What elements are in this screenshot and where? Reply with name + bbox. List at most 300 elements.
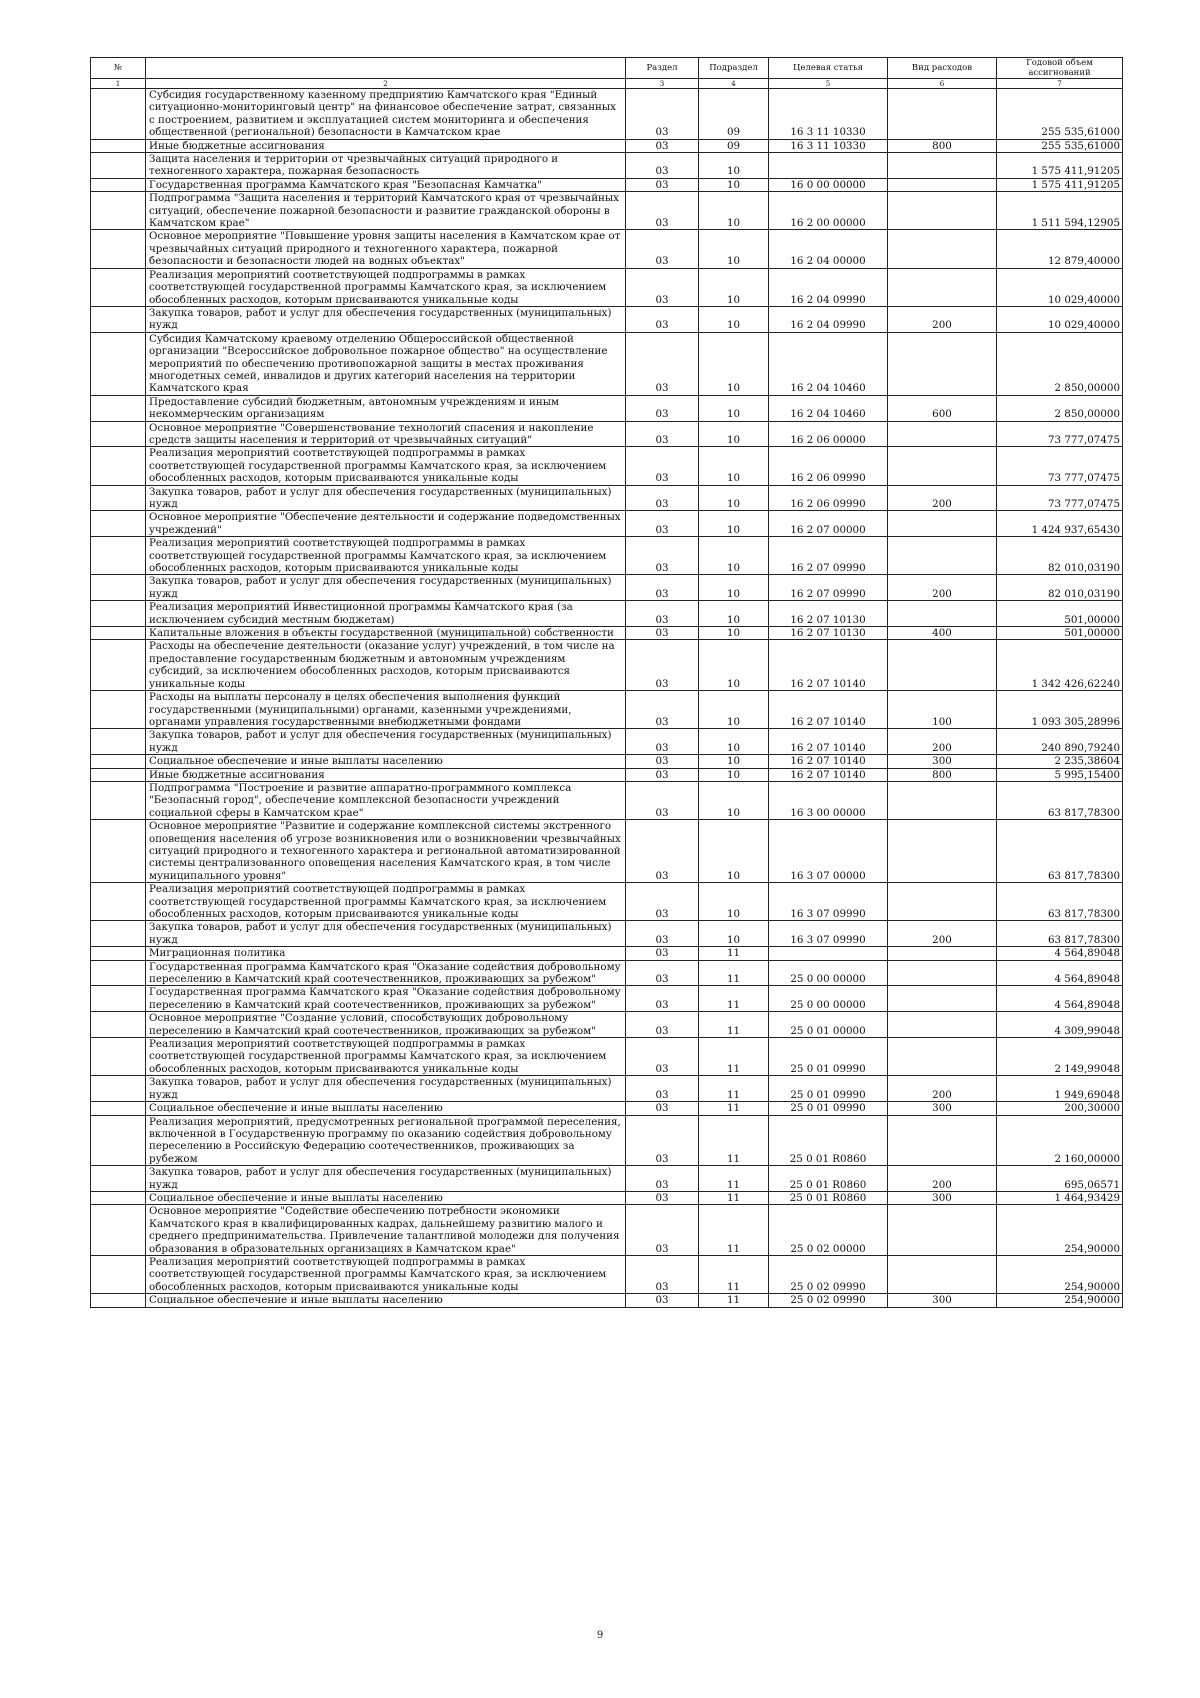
row-vr-cell: 100 xyxy=(888,691,997,729)
row-podrazdel-cell: 10 xyxy=(699,729,769,755)
row-vr-cell xyxy=(888,89,997,140)
row-cs-cell: 16 2 06 00000 xyxy=(769,421,888,447)
row-podrazdel-cell: 10 xyxy=(699,268,769,306)
row-cs-cell: 25 0 00 00000 xyxy=(769,986,888,1012)
row-name-cell: Социальное обеспечение и иные выплаты населению xyxy=(146,1102,626,1115)
row-sum-cell: 254,90000 xyxy=(997,1255,1123,1293)
row-vr-cell xyxy=(888,421,997,447)
row-podrazdel-cell: 10 xyxy=(699,755,769,768)
row-name-cell: Основное мероприятие "Обеспечение деятельности и содержание подведомственных учреждений" xyxy=(146,511,626,537)
header-celevaya: Целевая статья xyxy=(769,58,888,79)
row-podrazdel-cell: 10 xyxy=(699,691,769,729)
row-num-cell xyxy=(91,89,146,140)
row-vr-cell xyxy=(888,1205,997,1256)
row-podrazdel-cell: 10 xyxy=(699,421,769,447)
row-podrazdel-cell: 11 xyxy=(699,986,769,1012)
row-cs-cell: 25 0 02 09990 xyxy=(769,1294,888,1307)
row-num-cell xyxy=(91,820,146,883)
row-name-cell: Социальное обеспечение и иные выплаты населению xyxy=(146,1294,626,1307)
row-podrazdel-cell: 10 xyxy=(699,230,769,268)
row-sum-cell: 1 575 411,91205 xyxy=(997,153,1123,179)
row-num-cell xyxy=(91,421,146,447)
page-number: 9 xyxy=(596,1630,604,1641)
row-podrazdel-cell: 10 xyxy=(699,178,769,191)
row-name-cell: Реализация мероприятий, предусмотренных региональной программой переселения, включенной в Государственную программу по оказанию содействия добровольному переселению в Российскую Федерацию соотечественников, проживающих за рубежом xyxy=(146,1115,626,1166)
row-sum-cell: 254,90000 xyxy=(997,1205,1123,1256)
row-num-cell xyxy=(91,1076,146,1102)
row-name-cell: Подпрограмма "Построение и развитие аппаратно-программного комплекса "Безопасный город", обеспечение комплексной безопасности учреждений социальной сферы в Камчатском крае" xyxy=(146,781,626,819)
row-name-cell: Предоставление субсидий бюджетным, автономным учреждениям и иным некоммерческим организациям xyxy=(146,395,626,421)
row-cs-cell: 16 2 07 10140 xyxy=(769,640,888,691)
row-sum-cell: 5 995,15400 xyxy=(997,768,1123,781)
row-num-cell xyxy=(91,755,146,768)
row-name-cell: Реализация мероприятий соответствующей подпрограммы в рамках соответствующей государственной программы Камчатского края, за исключением обособленных расходов, которым присваиваются уникальные коды xyxy=(146,1038,626,1076)
table-row xyxy=(91,729,1123,755)
table-row xyxy=(91,1294,1123,1307)
row-razdel-cell: 03 xyxy=(626,139,699,152)
row-podrazdel-cell: 11 xyxy=(699,1191,769,1204)
row-razdel-cell: 03 xyxy=(626,729,699,755)
table-row xyxy=(91,178,1123,191)
row-razdel-cell: 03 xyxy=(626,755,699,768)
row-razdel-cell: 03 xyxy=(626,575,699,601)
row-razdel-cell: 03 xyxy=(626,921,699,947)
row-razdel-cell: 03 xyxy=(626,153,699,179)
row-cs-cell: 16 2 04 09990 xyxy=(769,268,888,306)
row-num-cell xyxy=(91,1166,146,1192)
row-name-cell: Закупка товаров, работ и услуг для обеспечения государственных (муниципальных) нужд xyxy=(146,729,626,755)
row-cs-cell: 25 0 01 R0860 xyxy=(769,1115,888,1166)
table-row xyxy=(91,421,1123,447)
row-num-cell xyxy=(91,1012,146,1038)
row-num-cell xyxy=(91,960,146,986)
row-razdel-cell: 03 xyxy=(626,1115,699,1166)
table-row xyxy=(91,192,1123,230)
row-num-cell xyxy=(91,332,146,395)
table-header xyxy=(91,58,1123,89)
row-sum-cell: 4 564,89048 xyxy=(997,960,1123,986)
row-podrazdel-cell: 10 xyxy=(699,640,769,691)
row-vr-cell: 200 xyxy=(888,1166,997,1192)
row-razdel-cell: 03 xyxy=(626,781,699,819)
row-cs-cell: 25 0 00 00000 xyxy=(769,960,888,986)
table-row xyxy=(91,395,1123,421)
row-name-cell: Закупка товаров, работ и услуг для обеспечения государственных (муниципальных) нужд xyxy=(146,485,626,511)
row-razdel-cell: 03 xyxy=(626,947,699,960)
row-sum-cell: 82 010,03190 xyxy=(997,575,1123,601)
table-row xyxy=(91,986,1123,1012)
row-vr-cell xyxy=(888,178,997,191)
row-sum-cell: 12 879,40000 xyxy=(997,230,1123,268)
row-cs-cell: 16 0 00 00000 xyxy=(769,178,888,191)
table-row xyxy=(91,332,1123,395)
table-row xyxy=(91,1102,1123,1115)
table-row xyxy=(91,575,1123,601)
table-row xyxy=(91,601,1123,627)
row-vr-cell: 300 xyxy=(888,1191,997,1204)
row-sum-cell: 2 160,00000 xyxy=(997,1115,1123,1166)
row-num-cell xyxy=(91,192,146,230)
row-num-cell xyxy=(91,1102,146,1115)
row-podrazdel-cell: 10 xyxy=(699,511,769,537)
row-name-cell: Расходы на обеспечение деятельности (оказание услуг) учреждений, в том числе на предоставление государственным бюджетным и автономным учреждениям субсидий, за исключением обособленных расходов, которым присваиваются уникальные коды xyxy=(146,640,626,691)
table-row xyxy=(91,1012,1123,1038)
row-name-cell: Капитальные вложения в объекты государственной (муниципальной) собственности xyxy=(146,627,626,640)
row-razdel-cell: 03 xyxy=(626,883,699,921)
row-vr-cell xyxy=(888,511,997,537)
header-vid: Вид расходов xyxy=(888,58,997,79)
row-sum-cell: 10 029,40000 xyxy=(997,268,1123,306)
row-cs-cell: 16 2 04 10460 xyxy=(769,332,888,395)
row-name-cell: Миграционная политика xyxy=(146,947,626,960)
row-podrazdel-cell: 10 xyxy=(699,153,769,179)
row-name-cell: Социальное обеспечение и иные выплаты населению xyxy=(146,755,626,768)
row-num-cell xyxy=(91,306,146,332)
row-razdel-cell: 03 xyxy=(626,511,699,537)
table-row xyxy=(91,768,1123,781)
row-sum-cell: 2 850,00000 xyxy=(997,395,1123,421)
header-name xyxy=(146,58,626,79)
row-cs-cell: 16 2 07 09990 xyxy=(769,537,888,575)
row-cs-cell: 16 3 07 09990 xyxy=(769,921,888,947)
row-sum-cell: 1 575 411,91205 xyxy=(997,178,1123,191)
budget-table xyxy=(90,57,1123,1308)
row-cs-cell: 25 0 02 09990 xyxy=(769,1255,888,1293)
row-razdel-cell: 03 xyxy=(626,768,699,781)
row-cs-cell: 16 3 07 00000 xyxy=(769,820,888,883)
row-podrazdel-cell: 11 xyxy=(699,1255,769,1293)
header-index: 1 xyxy=(91,79,146,89)
budget-sheet xyxy=(90,57,1122,1308)
row-vr-cell xyxy=(888,601,997,627)
row-name-cell: Основное мероприятие "Создание условий, способствующих добровольному переселению в Камчатский край соотечественников, проживающих за рубежом" xyxy=(146,1012,626,1038)
row-vr-cell xyxy=(888,1255,997,1293)
row-sum-cell: 63 817,78300 xyxy=(997,781,1123,819)
row-cs-cell: 25 0 01 R0860 xyxy=(769,1191,888,1204)
table-row xyxy=(91,511,1123,537)
row-name-cell: Закупка товаров, работ и услуг для обеспечения государственных (муниципальных) нужд xyxy=(146,1166,626,1192)
row-sum-cell: 254,90000 xyxy=(997,1294,1123,1307)
row-razdel-cell: 03 xyxy=(626,1294,699,1307)
row-sum-cell: 4 564,89048 xyxy=(997,947,1123,960)
table-body xyxy=(91,89,1123,1308)
row-cs-cell: 16 2 04 00000 xyxy=(769,230,888,268)
row-razdel-cell: 03 xyxy=(626,820,699,883)
row-razdel-cell: 03 xyxy=(626,601,699,627)
row-sum-cell: 73 777,07475 xyxy=(997,421,1123,447)
row-razdel-cell: 03 xyxy=(626,1166,699,1192)
row-cs-cell: 16 2 06 09990 xyxy=(769,447,888,485)
row-sum-cell: 73 777,07475 xyxy=(997,447,1123,485)
row-razdel-cell: 03 xyxy=(626,627,699,640)
row-num-cell xyxy=(91,1205,146,1256)
row-podrazdel-cell: 11 xyxy=(699,1205,769,1256)
row-sum-cell: 255 535,61000 xyxy=(997,139,1123,152)
row-name-cell: Реализация мероприятий соответствующей подпрограммы в рамках соответствующей государственной программы Камчатского края, за исключением обособленных расходов, которым присваиваются уникальные коды xyxy=(146,537,626,575)
table-row xyxy=(91,960,1123,986)
row-vr-cell xyxy=(888,332,997,395)
row-sum-cell: 1 093 305,28996 xyxy=(997,691,1123,729)
row-sum-cell: 82 010,03190 xyxy=(997,537,1123,575)
row-vr-cell xyxy=(888,192,997,230)
table-row xyxy=(91,306,1123,332)
row-podrazdel-cell: 09 xyxy=(699,139,769,152)
row-sum-cell: 2 850,00000 xyxy=(997,332,1123,395)
row-cs-cell: 16 2 07 09990 xyxy=(769,575,888,601)
row-num-cell xyxy=(91,395,146,421)
row-sum-cell: 501,00000 xyxy=(997,601,1123,627)
table-row xyxy=(91,755,1123,768)
row-vr-cell: 200 xyxy=(888,306,997,332)
row-vr-cell xyxy=(888,153,997,179)
row-vr-cell: 200 xyxy=(888,921,997,947)
row-vr-cell xyxy=(888,1038,997,1076)
row-sum-cell: 200,30000 xyxy=(997,1102,1123,1115)
row-podrazdel-cell: 11 xyxy=(699,1038,769,1076)
row-name-cell: Иные бюджетные ассигнования xyxy=(146,768,626,781)
row-num-cell xyxy=(91,947,146,960)
row-vr-cell xyxy=(888,268,997,306)
row-vr-cell xyxy=(888,1012,997,1038)
row-num-cell xyxy=(91,268,146,306)
table-row xyxy=(91,640,1123,691)
header-index: 4 xyxy=(699,79,769,89)
row-num-cell xyxy=(91,768,146,781)
row-sum-cell: 2 235,38604 xyxy=(997,755,1123,768)
row-cs-cell: 25 0 01 09990 xyxy=(769,1102,888,1115)
header-index: 2 xyxy=(146,79,626,89)
row-cs-cell: 25 0 01 09990 xyxy=(769,1076,888,1102)
row-num-cell xyxy=(91,986,146,1012)
row-name-cell: Основное мероприятие "Совершенствование технологий спасения и накопление средств защиты населения и территорий от чрезвычайных ситуаций" xyxy=(146,421,626,447)
row-podrazdel-cell: 11 xyxy=(699,1102,769,1115)
row-vr-cell: 200 xyxy=(888,485,997,511)
header-obem: Годовой объем ассигнований xyxy=(997,58,1123,79)
row-vr-cell: 800 xyxy=(888,139,997,152)
row-podrazdel-cell: 10 xyxy=(699,485,769,511)
row-razdel-cell: 03 xyxy=(626,1191,699,1204)
row-podrazdel-cell: 11 xyxy=(699,1294,769,1307)
row-razdel-cell: 03 xyxy=(626,1255,699,1293)
row-name-cell: Государственная программа Камчатского края "Оказание содействия добровольному переселению в Камчатский край соотечественников, проживающих за рубежом" xyxy=(146,960,626,986)
table-row xyxy=(91,1038,1123,1076)
row-num-cell xyxy=(91,1038,146,1076)
table-row xyxy=(91,883,1123,921)
row-sum-cell: 73 777,07475 xyxy=(997,485,1123,511)
row-razdel-cell: 03 xyxy=(626,537,699,575)
row-cs-cell: 16 2 07 10140 xyxy=(769,755,888,768)
row-cs-cell: 16 2 07 10140 xyxy=(769,729,888,755)
row-vr-cell xyxy=(888,820,997,883)
row-podrazdel-cell: 10 xyxy=(699,192,769,230)
row-cs-cell: 25 0 01 09990 xyxy=(769,1038,888,1076)
table-row xyxy=(91,447,1123,485)
row-vr-cell xyxy=(888,947,997,960)
header-razdel: Раздел xyxy=(626,58,699,79)
row-name-cell: Основное мероприятие "Развитие и содержание комплексной системы экстренного оповещения населения об угрозе возникновения или о возникновении чрезвычайных ситуаций природного и техногенного характера и региональной автоматизированной системы централизованного оповещения населения Камчатского края, в том числе муниципального уровня" xyxy=(146,820,626,883)
row-name-cell: Защита населения и территории от чрезвычайных ситуаций природного и техногенного характера, пожарная безопасность xyxy=(146,153,626,179)
row-podrazdel-cell: 09 xyxy=(699,89,769,140)
row-razdel-cell: 03 xyxy=(626,986,699,1012)
row-podrazdel-cell: 10 xyxy=(699,781,769,819)
row-vr-cell: 200 xyxy=(888,729,997,755)
row-razdel-cell: 03 xyxy=(626,89,699,140)
row-vr-cell: 200 xyxy=(888,1076,997,1102)
row-razdel-cell: 03 xyxy=(626,421,699,447)
row-podrazdel-cell: 10 xyxy=(699,447,769,485)
row-num-cell xyxy=(91,729,146,755)
row-name-cell: Расходы на выплаты персоналу в целях обеспечения выполнения функций государственными (муниципальными) органами, казенными учреждениями, органами управления государственными внебюджетными фондами xyxy=(146,691,626,729)
table-row xyxy=(91,485,1123,511)
row-name-cell: Закупка товаров, работ и услуг для обеспечения государственных (муниципальных) нужд xyxy=(146,1076,626,1102)
row-sum-cell: 695,06571 xyxy=(997,1166,1123,1192)
row-sum-cell: 63 817,78300 xyxy=(997,883,1123,921)
row-sum-cell: 63 817,78300 xyxy=(997,921,1123,947)
table-row xyxy=(91,1166,1123,1192)
row-razdel-cell: 03 xyxy=(626,485,699,511)
row-razdel-cell: 03 xyxy=(626,395,699,421)
row-name-cell: Закупка товаров, работ и услуг для обеспечения государственных (муниципальных) нужд xyxy=(146,306,626,332)
row-vr-cell: 300 xyxy=(888,1102,997,1115)
row-vr-cell: 300 xyxy=(888,755,997,768)
row-razdel-cell: 03 xyxy=(626,332,699,395)
table-row xyxy=(91,691,1123,729)
row-cs-cell: 25 0 01 00000 xyxy=(769,1012,888,1038)
table-row xyxy=(91,139,1123,152)
row-name-cell: Социальное обеспечение и иные выплаты населению xyxy=(146,1191,626,1204)
row-razdel-cell: 03 xyxy=(626,192,699,230)
row-cs-cell: 16 2 06 09990 xyxy=(769,485,888,511)
row-name-cell: Основное мероприятие "Содействие обеспечению потребности экономики Камчатского края в квалифицированных кадрах, дальнейшему развитию малого и среднего предпринимательства. Привлечение талантливой молодежи для получения образования в образовательных организациях в Камчатском крае" xyxy=(146,1205,626,1256)
table-row xyxy=(91,268,1123,306)
row-podrazdel-cell: 10 xyxy=(699,883,769,921)
row-cs-cell: 16 2 04 09990 xyxy=(769,306,888,332)
row-podrazdel-cell: 10 xyxy=(699,601,769,627)
row-sum-cell: 63 817,78300 xyxy=(997,820,1123,883)
row-razdel-cell: 03 xyxy=(626,1012,699,1038)
table-row xyxy=(91,947,1123,960)
row-cs-cell xyxy=(769,153,888,179)
row-podrazdel-cell: 10 xyxy=(699,820,769,883)
row-podrazdel-cell: 10 xyxy=(699,768,769,781)
row-cs-cell: 16 3 07 09990 xyxy=(769,883,888,921)
row-cs-cell: 16 3 11 10330 xyxy=(769,89,888,140)
row-sum-cell: 10 029,40000 xyxy=(997,306,1123,332)
row-podrazdel-cell: 11 xyxy=(699,960,769,986)
row-sum-cell: 1 511 594,12905 xyxy=(997,192,1123,230)
row-vr-cell: 600 xyxy=(888,395,997,421)
row-podrazdel-cell: 10 xyxy=(699,921,769,947)
row-razdel-cell: 03 xyxy=(626,178,699,191)
row-razdel-cell: 03 xyxy=(626,691,699,729)
row-cs-cell: 16 3 11 10330 xyxy=(769,139,888,152)
row-cs-cell: 16 2 04 10460 xyxy=(769,395,888,421)
row-sum-cell: 240 890,79240 xyxy=(997,729,1123,755)
table-row xyxy=(91,153,1123,179)
row-vr-cell xyxy=(888,960,997,986)
row-vr-cell xyxy=(888,1115,997,1166)
row-num-cell xyxy=(91,575,146,601)
row-podrazdel-cell: 10 xyxy=(699,575,769,601)
table-row xyxy=(91,1255,1123,1293)
row-razdel-cell: 03 xyxy=(626,447,699,485)
row-razdel-cell: 03 xyxy=(626,268,699,306)
row-cs-cell xyxy=(769,947,888,960)
row-razdel-cell: 03 xyxy=(626,1205,699,1256)
row-name-cell: Закупка товаров, работ и услуг для обеспечения государственных (муниципальных) нужд xyxy=(146,921,626,947)
table-row xyxy=(91,1115,1123,1166)
row-vr-cell xyxy=(888,781,997,819)
row-sum-cell: 4 564,89048 xyxy=(997,986,1123,1012)
row-sum-cell: 1 424 937,65430 xyxy=(997,511,1123,537)
row-cs-cell: 16 2 07 10130 xyxy=(769,601,888,627)
table-row xyxy=(91,89,1123,140)
row-num-cell xyxy=(91,640,146,691)
row-podrazdel-cell: 11 xyxy=(699,1166,769,1192)
row-sum-cell: 4 309,99048 xyxy=(997,1012,1123,1038)
table-row xyxy=(91,1205,1123,1256)
row-num-cell xyxy=(91,178,146,191)
row-podrazdel-cell: 10 xyxy=(699,395,769,421)
row-cs-cell: 16 2 07 10140 xyxy=(769,691,888,729)
row-num-cell xyxy=(91,485,146,511)
table-row xyxy=(91,781,1123,819)
row-num-cell xyxy=(91,230,146,268)
row-name-cell: Иные бюджетные ассигнования xyxy=(146,139,626,152)
row-name-cell: Основное мероприятие "Повышение уровня защиты населения в Камчатском крае от чрезвычайных ситуаций природного и техногенного характера, пожарной безопасности и безопасности людей на водных объектах" xyxy=(146,230,626,268)
row-num-cell xyxy=(91,627,146,640)
row-cs-cell: 25 0 01 R0860 xyxy=(769,1166,888,1192)
row-name-cell: Закупка товаров, работ и услуг для обеспечения государственных (муниципальных) нужд xyxy=(146,575,626,601)
row-name-cell: Подпрограмма "Защита населения и территорий Камчатского края от чрезвычайных ситуаций, обеспечение пожарной безопасности и развитие гражданской обороны в Камчатском крае" xyxy=(146,192,626,230)
row-num-cell xyxy=(91,1294,146,1307)
row-vr-cell xyxy=(888,230,997,268)
row-podrazdel-cell: 10 xyxy=(699,306,769,332)
row-cs-cell: 16 2 07 00000 xyxy=(769,511,888,537)
row-cs-cell: 25 0 02 00000 xyxy=(769,1205,888,1256)
row-num-cell xyxy=(91,921,146,947)
row-vr-cell xyxy=(888,986,997,1012)
row-num-cell xyxy=(91,601,146,627)
row-name-cell: Реализация мероприятий Инвестиционной программы Камчатского края (за исключением субсидий местным бюджетам) xyxy=(146,601,626,627)
row-num-cell xyxy=(91,1255,146,1293)
row-num-cell xyxy=(91,139,146,152)
row-name-cell: Реализация мероприятий соответствующей подпрограммы в рамках соответствующей государственной программы Камчатского края, за исключением обособленных расходов, которым присваиваются уникальные коды xyxy=(146,883,626,921)
row-podrazdel-cell: 11 xyxy=(699,1076,769,1102)
table-row xyxy=(91,820,1123,883)
header-num: № xyxy=(91,58,146,79)
header-index: 7 xyxy=(997,79,1123,89)
row-vr-cell: 400 xyxy=(888,627,997,640)
table-row xyxy=(91,1191,1123,1204)
row-vr-cell xyxy=(888,447,997,485)
row-razdel-cell: 03 xyxy=(626,1076,699,1102)
row-num-cell xyxy=(91,153,146,179)
row-num-cell xyxy=(91,781,146,819)
row-sum-cell: 1 464,93429 xyxy=(997,1191,1123,1204)
row-cs-cell: 16 2 07 10140 xyxy=(769,768,888,781)
row-num-cell xyxy=(91,883,146,921)
row-razdel-cell: 03 xyxy=(626,230,699,268)
row-vr-cell xyxy=(888,883,997,921)
row-razdel-cell: 03 xyxy=(626,306,699,332)
row-podrazdel-cell: 10 xyxy=(699,332,769,395)
table-row xyxy=(91,627,1123,640)
row-num-cell xyxy=(91,1115,146,1166)
table-row xyxy=(91,537,1123,575)
row-cs-cell: 16 2 07 10130 xyxy=(769,627,888,640)
row-podrazdel-cell: 11 xyxy=(699,947,769,960)
